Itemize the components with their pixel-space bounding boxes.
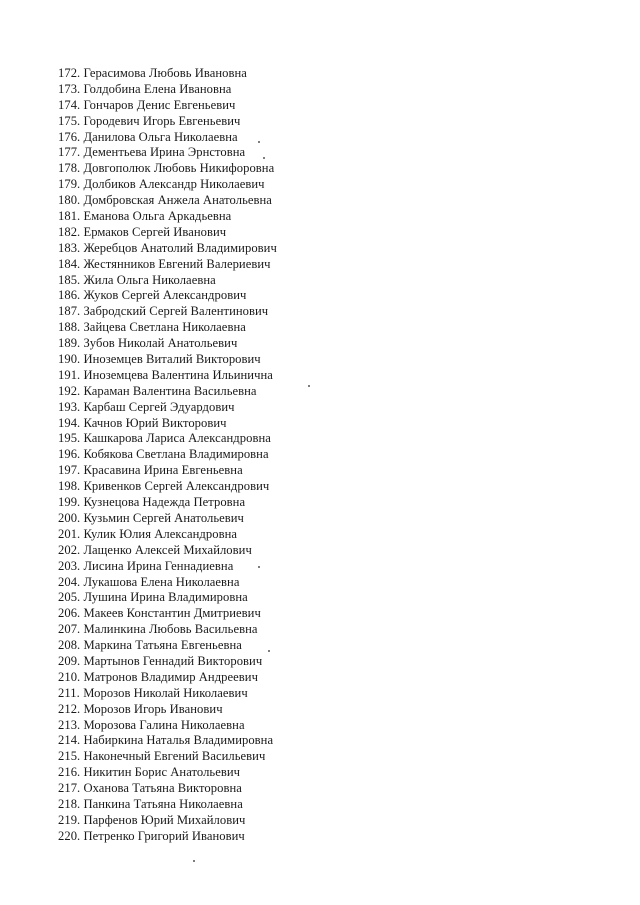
- name-list: [58, 66, 277, 845]
- entry-number: 199.: [58, 495, 81, 510]
- entry-name: Карбаш Сергей Эдуардович: [83, 399, 235, 414]
- list-item: [58, 161, 277, 177]
- entry-number: 204.: [58, 574, 81, 589]
- entry-name: Морозов Игорь Иванович: [83, 701, 223, 716]
- entry-name: Лушина Ирина Владимировна: [83, 590, 248, 605]
- entry-name: Макеев Константин Дмитриевич: [83, 606, 261, 621]
- entry-name: Петренко Григорий Иванович: [83, 828, 245, 843]
- entry-name: Кобякова Светлана Владимировна: [83, 447, 269, 462]
- entry-number: 187.: [58, 304, 81, 319]
- entry-number: 197.: [58, 463, 81, 478]
- entry-number: 208.: [58, 638, 81, 653]
- entry-name: Кривенков Сергей Александрович: [83, 479, 270, 494]
- list-item: [58, 177, 277, 193]
- list-item: [58, 320, 277, 336]
- entry-number: 175.: [58, 113, 81, 128]
- entry-name: Кузнецова Надежда Петровна: [83, 495, 246, 510]
- entry-name: Данилова Ольга Николаевна: [83, 129, 238, 144]
- list-item: [58, 622, 277, 638]
- entry-name: Кузьмин Сергей Анатольевич: [83, 510, 244, 525]
- list-item: [58, 495, 277, 511]
- list-item: [58, 606, 277, 622]
- entry-number: 215.: [58, 749, 81, 764]
- entry-name: Долбиков Александр Николаевич: [83, 177, 265, 192]
- entry-number: 220.: [58, 828, 81, 843]
- entry-name: Голдобина Елена Ивановна: [83, 81, 232, 96]
- entry-name: Никитин Борис Анатольевич: [83, 765, 241, 780]
- list-item: [58, 130, 277, 146]
- entry-name: Гончаров Денис Евгеньевич: [83, 97, 236, 112]
- entry-name: Зайцева Светлана Николаевна: [83, 320, 246, 335]
- list-item: [58, 241, 277, 257]
- list-item: [58, 559, 277, 575]
- entry-name: Жеребцов Анатолий Владимирович: [83, 240, 277, 255]
- entry-name: Маркина Татьяна Евгеньевна: [83, 638, 242, 653]
- entry-number: 205.: [58, 590, 81, 605]
- list-item: [58, 336, 277, 352]
- list-item: [58, 193, 277, 209]
- entry-number: 178.: [58, 161, 81, 176]
- entry-number: 172.: [58, 66, 81, 80]
- list-item: [58, 670, 277, 686]
- list-item: [58, 288, 277, 304]
- entry-name: Кашкарова Лариса Александровна: [83, 431, 271, 446]
- list-item: [58, 575, 277, 591]
- entry-name: Мартынов Геннадий Викторович: [83, 653, 263, 668]
- list-item: [58, 304, 277, 320]
- entry-name: Жестянников Евгений Валериевич: [83, 256, 271, 271]
- entry-number: 183.: [58, 240, 81, 255]
- entry-number: 194.: [58, 415, 81, 430]
- entry-number: 185.: [58, 272, 81, 287]
- entry-name: Дементьева Ирина Эрнстовна: [83, 145, 246, 160]
- entry-name: Еманова Ольга Аркадьевна: [83, 209, 232, 224]
- entry-name: Морозов Николай Николаевич: [83, 685, 248, 700]
- entry-number: 198.: [58, 479, 81, 494]
- entry-name: Кулик Юлия Александровна: [83, 526, 238, 541]
- entry-name: Малинкина Любовь Васильевна: [83, 622, 258, 637]
- entry-name: Иноземцева Валентина Ильинична: [83, 367, 273, 382]
- scan-speck: [268, 650, 270, 652]
- entry-number: 211.: [58, 685, 80, 700]
- list-item: [58, 527, 277, 543]
- entry-number: 213.: [58, 717, 81, 732]
- entry-number: 192.: [58, 383, 81, 398]
- entry-name: Караман Валентина Васильевна: [83, 383, 257, 398]
- entry-name: Ермаков Сергей Иванович: [83, 224, 227, 239]
- entry-name: Домбровская Анжела Анатольевна: [83, 193, 272, 208]
- entry-name: Иноземцев Виталий Викторович: [83, 352, 261, 367]
- list-item: [58, 431, 277, 447]
- entry-number: 180.: [58, 193, 81, 208]
- entry-number: 219.: [58, 812, 81, 827]
- list-item: [58, 114, 277, 130]
- list-item: [58, 479, 277, 495]
- list-item: [58, 781, 277, 797]
- entry-name: Лащенко Алексей Михайлович: [83, 542, 252, 557]
- entry-number: 179.: [58, 177, 81, 192]
- entry-number: 200.: [58, 510, 81, 525]
- entry-number: 181.: [58, 209, 81, 224]
- list-item: [58, 797, 277, 813]
- entry-number: 182.: [58, 224, 81, 239]
- list-item: [58, 765, 277, 781]
- list-item: [58, 829, 277, 845]
- entry-name: Лисина Ирина Геннадиевна: [83, 558, 234, 573]
- entry-number: 173.: [58, 81, 81, 96]
- list-item: [58, 384, 277, 400]
- list-item: [58, 511, 277, 527]
- entry-number: 210.: [58, 669, 81, 684]
- entry-number: 174.: [58, 97, 81, 112]
- list-item: [58, 98, 277, 114]
- entry-number: 188.: [58, 320, 81, 335]
- scan-speck: [308, 385, 310, 387]
- entry-name: Герасимова Любовь Ивановна: [83, 66, 247, 80]
- list-item: [58, 400, 277, 416]
- entry-number: 203.: [58, 558, 81, 573]
- entry-name: Набиркина Наталья Владимировна: [83, 733, 274, 748]
- entry-name: Оханова Татьяна Викторовна: [83, 781, 242, 796]
- entry-number: 212.: [58, 701, 81, 716]
- list-item: [58, 813, 277, 829]
- list-item: [58, 733, 277, 749]
- entry-name: Парфенов Юрий Михайлович: [83, 812, 246, 827]
- scan-speck: [263, 157, 265, 159]
- list-item: [58, 82, 277, 98]
- list-item: [58, 225, 277, 241]
- entry-number: 206.: [58, 606, 81, 621]
- entry-number: 191.: [58, 367, 81, 382]
- entry-number: 190.: [58, 352, 81, 367]
- entry-number: 207.: [58, 622, 81, 637]
- entry-number: 217.: [58, 781, 81, 796]
- list-item: [58, 590, 277, 606]
- list-item: [58, 543, 277, 559]
- entry-number: 201.: [58, 526, 81, 541]
- list-item: [58, 686, 277, 702]
- list-item: [58, 702, 277, 718]
- entry-name: Довгополюк Любовь Никифоровна: [83, 161, 275, 176]
- list-item: [58, 718, 277, 734]
- entry-number: 189.: [58, 336, 81, 351]
- list-item: [58, 145, 277, 161]
- list-item: [58, 209, 277, 225]
- entry-name: Панкина Татьяна Николаевна: [83, 796, 243, 811]
- entry-name: Зубов Николай Анатольевич: [83, 336, 238, 351]
- entry-name: Забродский Сергей Валентинович: [83, 304, 269, 319]
- list-item: [58, 352, 277, 368]
- entry-number: 202.: [58, 542, 81, 557]
- entry-name: Жила Ольга Николаевна: [83, 272, 216, 287]
- entry-number: 186.: [58, 288, 81, 303]
- scan-speck: [258, 566, 260, 568]
- entry-name: Матронов Владимир Андреевич: [83, 669, 258, 684]
- list-item: [58, 273, 277, 289]
- entry-number: 209.: [58, 653, 81, 668]
- entry-number: 195.: [58, 431, 81, 446]
- list-item: [58, 416, 277, 432]
- list-item: [58, 463, 277, 479]
- entry-number: 176.: [58, 129, 81, 144]
- entry-number: 193.: [58, 399, 81, 414]
- list-item: [58, 749, 277, 765]
- entry-number: 184.: [58, 256, 81, 271]
- entry-name: Лукашова Елена Николаевна: [83, 574, 240, 589]
- entry-number: 196.: [58, 447, 81, 462]
- entry-name: Наконечный Евгений Васильевич: [83, 749, 266, 764]
- list-item: [58, 66, 277, 82]
- list-item: [58, 654, 277, 670]
- entry-number: 218.: [58, 796, 81, 811]
- entry-name: Красавина Ирина Евгеньевна: [83, 463, 243, 478]
- entry-number: 177.: [58, 145, 81, 160]
- entry-name: Морозова Галина Николаевна: [83, 717, 245, 732]
- entry-name: Жуков Сергей Александрович: [83, 288, 247, 303]
- entry-number: 214.: [58, 733, 81, 748]
- list-item: [58, 257, 277, 273]
- list-item: [58, 447, 277, 463]
- entry-name: Городевич Игорь Евгеньевич: [83, 113, 241, 128]
- scan-speck: [258, 141, 260, 143]
- entry-name: Качнов Юрий Викторович: [83, 415, 227, 430]
- list-item: [58, 638, 277, 654]
- scan-speck: [193, 860, 195, 862]
- entry-number: 216.: [58, 765, 81, 780]
- list-item: [58, 368, 277, 384]
